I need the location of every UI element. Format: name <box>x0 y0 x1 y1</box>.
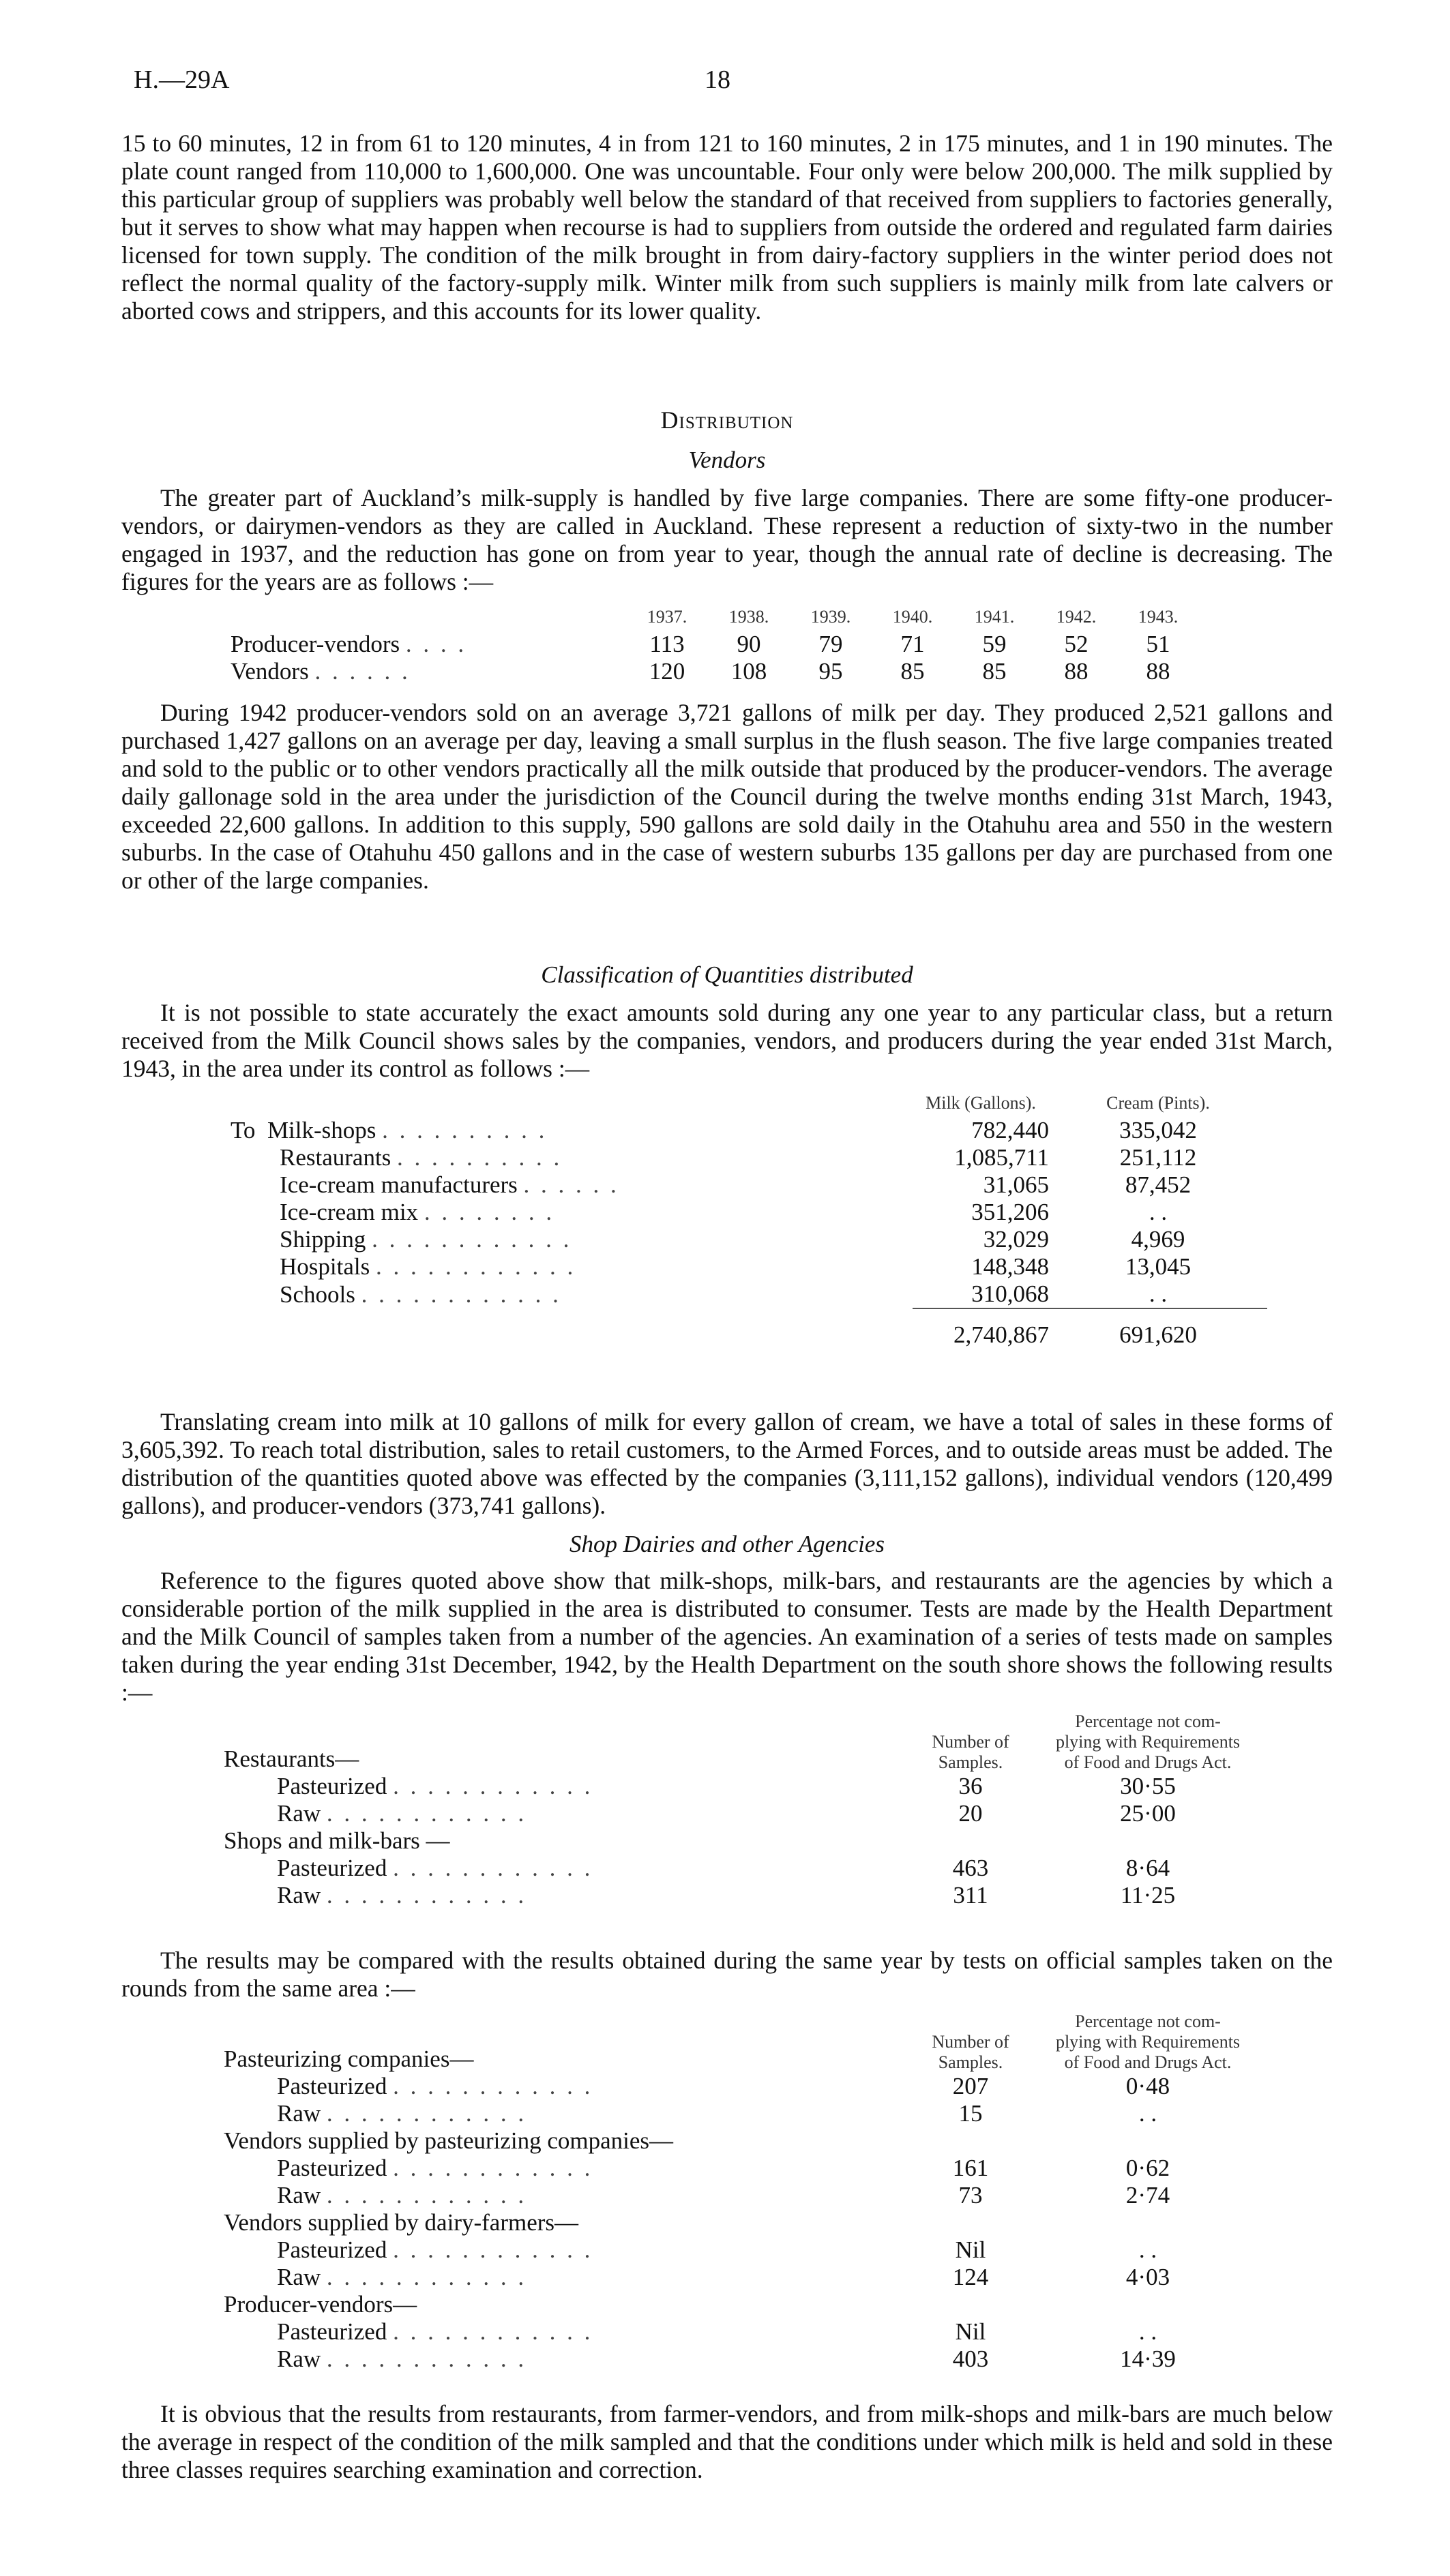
dot-leader: . . . . . . . . . . . . <box>393 1855 593 1881</box>
classification-paragraph-block <box>121 999 1333 1083</box>
translation-paragraph: Translating cream into milk at 10 gallons of milk for every gallon of cream, we have a total of sales in these forms of 3,605,392. To reach total distribution, sales to retail customers, to the Armed Forces, and to outside areas must be added. The distribution of the quantities quoted above was effected by the companies (3,111,152 gallons), individual vendors (120,499 gallons), and producer-vendors (373,741 gallons). <box>121 1408 1333 1519</box>
year-label: 1939. <box>810 607 851 627</box>
row-label: Producer-vendors <box>231 631 400 657</box>
row-label: Schools <box>280 1281 355 1308</box>
group-label: Pasteurizing companies— <box>224 2046 474 2072</box>
table-cell: 85 <box>900 658 925 685</box>
row-label: Vendors <box>231 658 309 685</box>
vendors-table <box>231 603 1199 685</box>
milk-value: 1,085,711 <box>954 1144 1049 1171</box>
samples-value: 20 <box>958 1800 983 1827</box>
group-row <box>224 1827 1260 1855</box>
vendors-paragraph-block <box>121 484 1333 596</box>
producer-vendors-paragraph-block <box>121 699 1333 895</box>
table-row <box>231 658 1199 685</box>
milk-value: 310,068 <box>971 1280 1049 1307</box>
quantities-table <box>231 1090 1267 1349</box>
row-label: Restaurants <box>280 1144 391 1171</box>
quantities-table-header <box>231 1090 1267 1117</box>
row-label: Raw <box>277 2346 321 2372</box>
table-cell: 90 <box>737 631 761 657</box>
cream-value: 335,042 <box>1119 1117 1197 1143</box>
table-cell: 59 <box>982 631 1007 657</box>
row-label: Pasteurized <box>277 1855 387 1881</box>
table-row <box>231 1253 1267 1280</box>
total-cream: 691,620 <box>1049 1308 1267 1349</box>
samples-value: 36 <box>958 1773 983 1799</box>
dot-leader: . . . . . . . . . . . . <box>375 1253 576 1280</box>
table-cell: 71 <box>900 631 925 657</box>
percent-value: 2·74 <box>1125 2182 1170 2208</box>
dot-leader: . . . . . . <box>314 658 411 685</box>
total-milk: 2,740,867 <box>913 1308 1049 1349</box>
samples-value: 311 <box>953 1882 988 1908</box>
milk-value: 351,206 <box>971 1199 1049 1225</box>
group-row <box>224 2209 1260 2236</box>
percentage-column-header: Percentage not com- plying with Requirements of Food and Drugs Act. <box>1055 1711 1241 1772</box>
shop-dairies-heading: Shop Dairies and other Agencies <box>569 1531 885 1557</box>
conclusion-paragraph: It is obvious that the results from restaurants, from farmer-vendors, and from milk-shops and milk-bars are much below the average in respect of the condition of the milk sampled and that the conditions under which milk is held and sold in these three classes requires searching examination and correction. <box>121 2400 1333 2483</box>
table-cell: 51 <box>1146 631 1170 657</box>
year-label: 1941. <box>974 607 1015 627</box>
distribution-heading: Distribution <box>660 406 794 434</box>
conclusion-paragraph-block <box>121 2400 1333 2484</box>
table-cell: 113 <box>649 631 685 657</box>
classification-paragraph: It is not possible to state accurately the exact amounts sold during any one year to any particular class, but a return received from the Milk Council shows sales by the companies, vendors, and producers during the year ended 31st March, 1943, in the area under its control as follows :— <box>121 999 1333 1082</box>
row-label: Raw <box>277 1800 321 1827</box>
table-row <box>231 1199 1267 1226</box>
cream-value: 87,452 <box>1125 1171 1192 1198</box>
percent-value: 14·39 <box>1120 2346 1176 2372</box>
table-row <box>224 1882 1260 1909</box>
milk-value: 31,065 <box>983 1171 1049 1198</box>
percent-value: 8·64 <box>1125 1855 1170 1881</box>
table-cell: 88 <box>1146 658 1170 685</box>
percent-value: 30·55 <box>1120 1773 1176 1799</box>
report-reference: H.—29A <box>134 65 230 94</box>
percent-value: 4·03 <box>1125 2264 1170 2290</box>
percent-value: 0·48 <box>1125 2073 1170 2099</box>
dot-leader: . . . . . . . . . . . . <box>361 1281 561 1308</box>
samples-value: 403 <box>952 2346 989 2372</box>
percent-value: 11·25 <box>1120 1882 1176 1908</box>
samples-value: 15 <box>958 2100 983 2127</box>
percent-value: . . <box>1138 2100 1157 2127</box>
comparison-paragraph: The results may be compared with the results obtained during the same year by tests on official samples taken on the rounds from the same area :— <box>121 1947 1333 2002</box>
shop-dairies-paragraph: Reference to the figures quoted above show that milk-shops, milk-bars, and restaurants are the agencies by which a considerable portion of the milk supplied in the area is distributed to consumer. Tests are made by the Health Department and the Milk Council of samples taken from a number of the agencies. An examination of a series of tests made on samples taken during the year ending 31st December, 1942, by the Health Department on the south shore shows the following results :— <box>121 1567 1333 1706</box>
table-row <box>231 1226 1267 1253</box>
samples-value: 463 <box>952 1855 989 1881</box>
group-label: Vendors supplied by dairy-farmers— <box>224 2209 579 2236</box>
intro-paragraph-block <box>121 130 1333 325</box>
table-row <box>231 1280 1267 1308</box>
table-row <box>224 2155 1260 2182</box>
table-row <box>224 1800 1260 1827</box>
results-table-header <box>224 1711 1260 1773</box>
milk-value: 148,348 <box>971 1253 1049 1280</box>
dot-leader: . . . . . . . . . . . . <box>393 2318 593 2345</box>
dot-leader: . . . . . . . . . . . . <box>393 1773 593 1799</box>
percent-value: . . <box>1138 2236 1157 2263</box>
table-row <box>224 2318 1260 2346</box>
table-row <box>231 1144 1267 1171</box>
dot-leader: . . . . . . . . . . . . <box>326 1882 527 1908</box>
dot-leader: . . . . . . . . . . . . <box>393 2155 593 2181</box>
dot-leader: . . . . . . . . . . . . <box>326 1800 527 1827</box>
cream-value: 4,969 <box>1131 1226 1185 1253</box>
dot-leader: . . . . . . . . . . . . <box>326 2264 527 2290</box>
percent-value: 25·00 <box>1120 1800 1176 1827</box>
cream-column-header: Cream (Pints). <box>1106 1093 1210 1113</box>
south-shore-results-table <box>224 1711 1260 1909</box>
table-row <box>224 2236 1260 2264</box>
cream-value: . . <box>1149 1280 1168 1307</box>
translation-paragraph-block <box>121 1408 1333 1520</box>
table-cell: 88 <box>1064 658 1089 685</box>
row-label: Raw <box>277 1882 321 1908</box>
samples-column-header: Number of Samples. <box>932 2032 1009 2072</box>
row-label: Hospitals <box>280 1253 370 1280</box>
cream-value: . . <box>1149 1199 1168 1225</box>
row-label: Shipping <box>280 1226 366 1253</box>
producer-vendors-paragraph: During 1942 producer-vendors sold on an average 3,721 gallons of milk per day. They produced 2,521 gallons and purchased 1,427 gallons on an average per day, leaving a small surplus in the flush season. The five large companies treated and sold to the public or to other vendors practically all the milk outside that produced by the producer-vendors. The average daily gallonage sold in the area under the jurisdiction of the Council during the twelve months ending 31st March, 1943, exceeded 22,600 gallons. In addition to this supply, 590 gallons are sold daily in the Otahuhu area and 550 in the western suburbs. In the case of Otahuhu 450 gallons and in the case of western suburbs 135 gallons per day are purchased from one or other of the large companies. <box>121 699 1333 894</box>
group-label: Vendors supplied by pasteurizing companies— <box>224 2127 674 2154</box>
milk-column-header: Milk (Gallons). <box>926 1093 1036 1113</box>
samples-value: 161 <box>952 2155 989 2181</box>
table-cell: 52 <box>1064 631 1089 657</box>
group-label: Producer-vendors— <box>224 2291 417 2318</box>
row-label: Ice-cream manufacturers <box>280 1171 518 1198</box>
dot-leader: . . . . . . . . . . . . <box>326 2100 527 2127</box>
samples-value: Nil <box>955 2318 986 2345</box>
table-row <box>224 1855 1260 1882</box>
total-row <box>231 1308 1267 1349</box>
milk-value: 32,029 <box>983 1226 1049 1253</box>
vendors-heading: Vendors <box>688 447 766 473</box>
table-row <box>231 1117 1267 1144</box>
row-label: Pasteurized <box>277 1773 387 1799</box>
table-row <box>224 2073 1260 2100</box>
table-row <box>224 2100 1260 2127</box>
group-label: Restaurants— <box>224 1746 359 1772</box>
dot-leader: . . . . . . . . . . . . <box>372 1226 572 1253</box>
vendors-paragraph: The greater part of Auckland’s milk-supply is handled by five large companies. There are some fifty-one producer-vendors, or dairymen-vendors as they are called in Auckland. These represent a reduction of sixty-two in the number engaged in 1937, and the reduction has gone on from year to year, though the annual rate of decline is decreasing. The figures for the years are as follows :— <box>121 484 1333 595</box>
row-label: Raw <box>277 2182 321 2208</box>
year-label: 1943. <box>1138 607 1179 627</box>
vendors-table-header <box>231 603 1199 631</box>
table-cell: 120 <box>649 658 685 685</box>
samples-value: 73 <box>958 2182 983 2208</box>
dot-leader: . . . . . . . . . . <box>397 1144 563 1171</box>
table-row <box>224 2182 1260 2209</box>
dot-leader: . . . . . . <box>523 1171 619 1198</box>
comparison-paragraph-block <box>121 1947 1333 2003</box>
table-row <box>224 2346 1260 2373</box>
results-table-header <box>224 2011 1260 2073</box>
shop-dairies-paragraph-block <box>121 1567 1333 1707</box>
table-cell: 79 <box>818 631 843 657</box>
cream-value: 13,045 <box>1125 1253 1192 1280</box>
table-cell: 85 <box>982 658 1007 685</box>
dot-leader: . . . . . . . . <box>424 1199 555 1225</box>
page-number: 18 <box>705 65 730 94</box>
group-row <box>224 2127 1260 2155</box>
samples-column-header: Number of Samples. <box>932 1732 1009 1772</box>
samples-value: 124 <box>952 2264 989 2290</box>
year-label: 1937. <box>647 607 687 627</box>
samples-value: 207 <box>952 2073 989 2099</box>
dot-leader: . . . . <box>405 631 467 657</box>
intro-paragraph: 15 to 60 minutes, 12 in from 61 to 120 minutes, 4 in from 121 to 160 minutes, 2 in 175 minutes, and 1 in 190 minutes. The plate count ranged from 110,000 to 1,600,000. One was uncountable. Four only were below 200,000. The milk supplied by this particular group of suppliers was probably well below the standard of that received from suppliers to factories generally, but it serves to show what may happen when recourse is had to suppliers from outside the ordered and regulated farm dairies licensed for town supply. The condition of the milk brought in from dairy-factory suppliers in the winter period does not reflect the normal quality of the factory-supply milk. Winter milk from such suppliers is mainly milk from late calvers or aborted cows and strippers, and this accounts for its lower quality. <box>121 130 1333 325</box>
samples-value: Nil <box>955 2236 986 2263</box>
year-label: 1940. <box>892 607 933 627</box>
to-label: To <box>231 1117 256 1143</box>
row-label: Pasteurized <box>277 2236 387 2263</box>
row-label: Pasteurized <box>277 2073 387 2099</box>
table-row <box>224 1773 1260 1800</box>
dot-leader: . . . . . . . . . . <box>382 1117 548 1143</box>
milk-value: 782,440 <box>971 1117 1049 1143</box>
year-label: 1938. <box>728 607 769 627</box>
dot-leader: . . . . . . . . . . . . <box>393 2073 593 2099</box>
percentage-column-header: Percentage not com- plying with Requirements of Food and Drugs Act. <box>1055 2011 1241 2072</box>
row-label: Ice-cream mix <box>280 1199 419 1225</box>
row-label: Pasteurized <box>277 2155 387 2181</box>
row-label: Pasteurized <box>277 2318 387 2345</box>
percent-value: . . <box>1138 2318 1157 2345</box>
classification-heading: Classification of Quantities distributed <box>541 961 913 988</box>
percent-value: 0·62 <box>1125 2155 1170 2181</box>
rounds-results-table <box>224 2011 1260 2373</box>
row-label: Raw <box>277 2264 321 2290</box>
dot-leader: . . . . . . . . . . . . <box>326 2346 527 2372</box>
table-cell: 95 <box>818 658 843 685</box>
table-row <box>231 1171 1267 1199</box>
group-label: Shops and milk-bars — <box>224 1827 450 1854</box>
cream-value: 251,112 <box>1119 1144 1197 1171</box>
group-row <box>224 2291 1260 2318</box>
row-label: Milk-shops <box>267 1117 376 1143</box>
table-cell: 108 <box>730 658 767 685</box>
year-label: 1942. <box>1056 607 1097 627</box>
row-label: Raw <box>277 2100 321 2127</box>
dot-leader: . . . . . . . . . . . . <box>326 2182 527 2208</box>
table-row <box>231 631 1199 658</box>
table-row <box>224 2264 1260 2291</box>
dot-leader: . . . . . . . . . . . . <box>393 2236 593 2263</box>
